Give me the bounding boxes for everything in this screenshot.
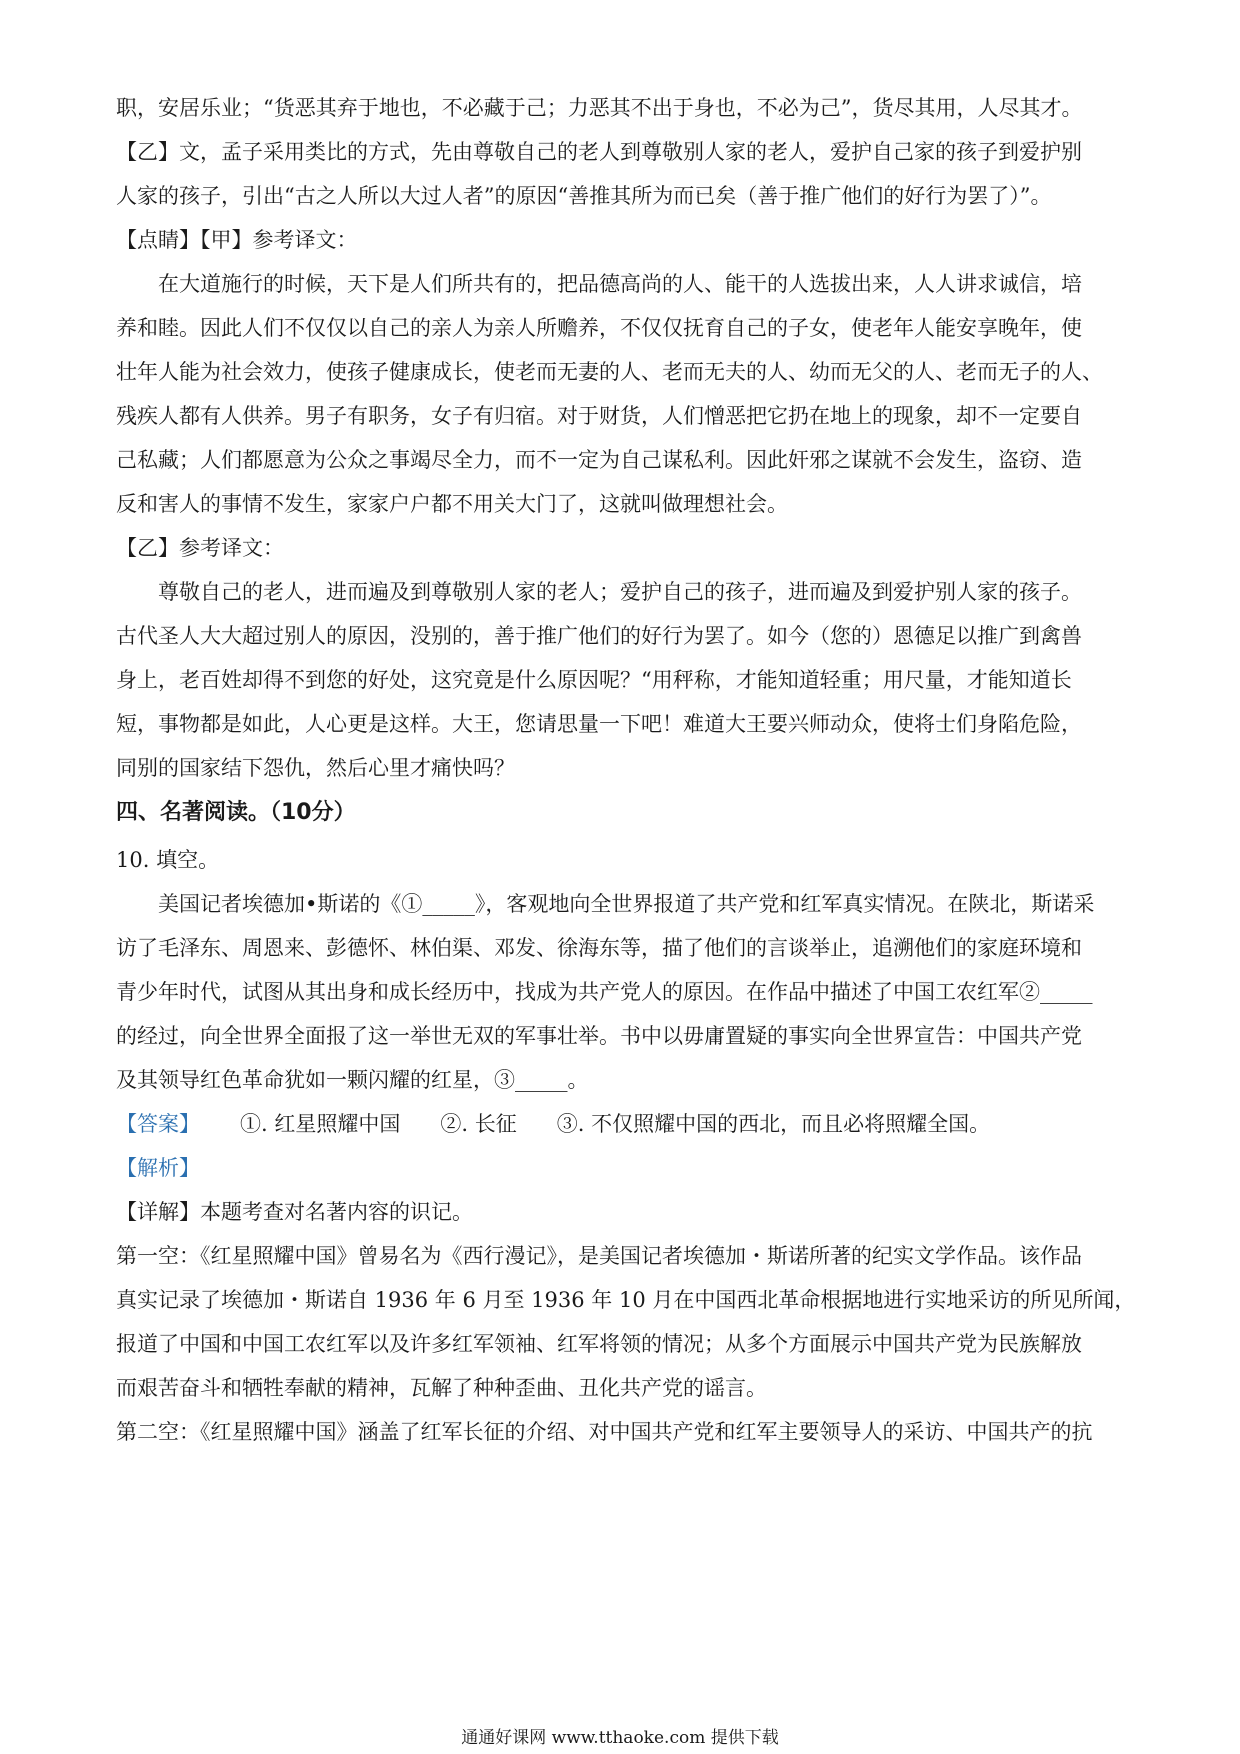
text-line: 人家的孩子，引出“古之人所以大过人者”的原因“善推其所为而已矣（善于推广他们的好行为罢了）”。: [116, 184, 1052, 208]
text-line: 短，事物都是如此，人心更是这样。大王，您请思量一下吧！难道大王要兴师动众，使将士们身陷危险，: [116, 712, 1082, 736]
analysis-label: 【解析】: [116, 1156, 200, 1180]
question-line: 美国记者埃德加•斯诺的《①_____》，客观地向全世界报道了共产党和红军真实情况。在陕北，斯诺采: [158, 892, 1095, 916]
text-line: 【点睛】【甲】参考译文：: [116, 228, 358, 252]
detail-line: 报道了中国和中国工农红军以及许多红军领袖、红军将领的情况；从多个方面展示中国共产党为民族解放: [116, 1332, 1082, 1356]
detail-line: 【详解】本题考查对名著内容的识记。: [116, 1200, 473, 1224]
question-line: 的经过，向全世界全面报了这一举世无双的军事壮举。书中以毋庸置疑的事实向全世界宣告：中国共产党: [116, 1024, 1082, 1048]
text-line: 古代圣人大大超过别人的原因，没别的，善于推广他们的好行为罢了。如今（您的）恩德足以推广到禽兽: [116, 624, 1082, 648]
detail-line: 第二空：《红星照耀中国》涵盖了红军长征的介绍、对中国共产党和红军主要领导人的采访、中国共产的抗: [116, 1420, 1093, 1444]
text-line: 残疾人都有人供养。男子有职务，女子有归宿。对于财货，人们憎恶把它扔在地上的现象，却不一定要自: [116, 404, 1082, 428]
answer-item: ③. 不仅照耀中国的西北，而且必将照耀全国。: [556, 1112, 991, 1136]
text-line: 【乙】参考译文：: [116, 536, 284, 560]
text-line: 己私藏；人们都愿意为公众之事竭尽全力，而不一定为自己谋私利。因此奸邪之谋就不会发生，盗窃、造: [116, 448, 1082, 472]
text-line: 壮年人能为社会效力，使孩子健康成长，使老而无妻的人、老而无夫的人、幼而无父的人、老而无子的人、: [116, 360, 1103, 384]
question-label: 10. 填空。: [116, 848, 220, 872]
text-line: 尊敬自己的老人，进而遍及到尊敬别人家的老人；爱护自己的孩子，进而遍及到爱护别人家的孩子。: [158, 580, 1082, 604]
section-heading: 四、名著阅读。（10分）: [116, 800, 356, 825]
question-line: 青少年时代，试图从其出身和成长经历中，找成为共产党人的原因。在作品中描述了中国工农红军②_____: [116, 980, 1093, 1004]
text-line: 身上，老百姓却得不到您的好处，这究竟是什么原因呢？“用秤称，才能知道轻重；用尺量，才能知道长: [116, 668, 1072, 692]
text-line: 反和害人的事情不发生，家家户户都不用关大门了，这就叫做理想社会。: [116, 492, 788, 516]
text-line: 职，安居乐业；“货恶其弃于地也，不必藏于己；力恶其不出于身也，不必为己”，货尽其用，人尽其才。: [116, 96, 1083, 120]
detail-line: 真实记录了埃德加・斯诺自 1936 年 6 月至 1936 年 10 月在中国西北革命根据地进行实地采访的所见所闻，: [116, 1288, 1136, 1312]
answer-item: ②. 长征: [440, 1112, 517, 1136]
text-line: 【乙】文，孟子采用类比的方式，先由尊敬自己的老人到尊敬别人家的老人，爱护自己家的孩子到爱护别: [116, 140, 1082, 164]
question-line: 访了毛泽东、周恩来、彭德怀、林伯渠、邓发、徐海东等，描了他们的言谈举止，追溯他们的家庭环境和: [116, 936, 1082, 960]
answer-item: ①. 红星照耀中国: [240, 1112, 401, 1136]
text-line: 养和睦。因此人们不仅仅以自己的亲人为亲人所赡养，不仅仅抚育自己的子女，使老年人能安享晚年，使: [116, 316, 1082, 340]
text-line: 同别的国家结下怨仇，然后心里才痛快吗？: [116, 756, 515, 780]
question-line: 及其领导红色革命犹如一颗闪耀的红星，③_____。: [116, 1068, 589, 1092]
text-line: 在大道施行的时候，天下是人们所共有的，把品德高尚的人、能干的人选拔出来，人人讲求诚信，培: [158, 272, 1082, 296]
detail-line: 第一空：《红星照耀中国》曾易名为《西行漫记》，是美国记者埃德加・斯诺所著的纪实文学作品。该作品: [116, 1244, 1082, 1268]
page-footer: 通通好课网 www.tthaoke.com 提供下载: [461, 1728, 779, 1748]
detail-line: 而艰苦奋斗和牺牲奉献的精神，瓦解了种种歪曲、丑化共产党的谣言。: [116, 1376, 767, 1400]
answer-row: [116, 1109, 1136, 1139]
answer-label: 【答案】: [116, 1112, 200, 1136]
